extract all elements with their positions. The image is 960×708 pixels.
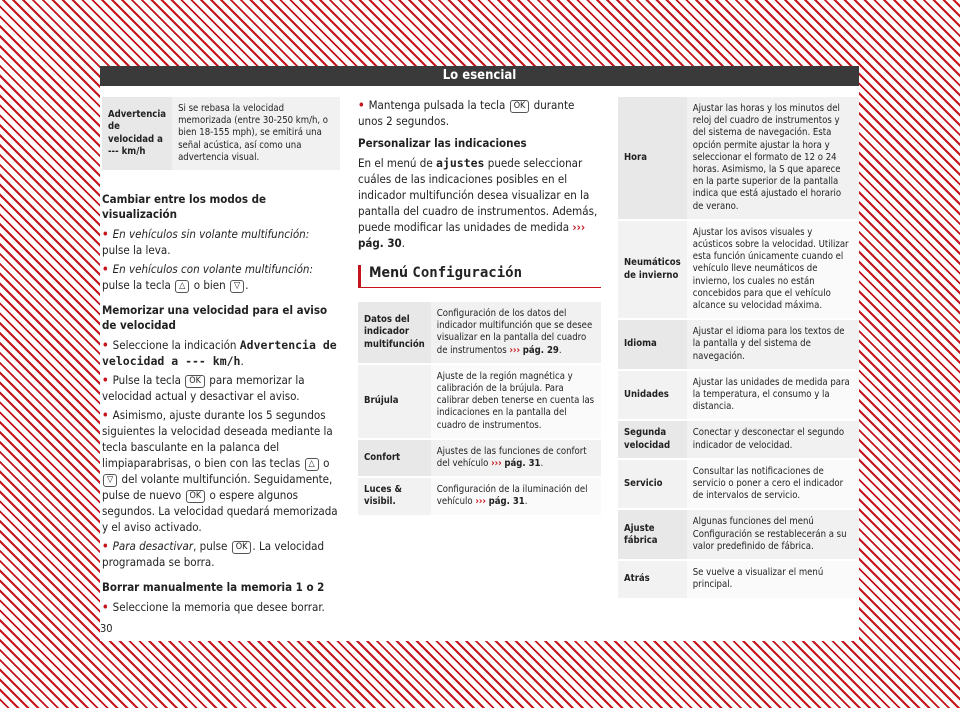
table-value: Ajuste de la región magnética y calibración de la brújula. Para calibrar deben tenerse en cuenta las indicaciones en la pantalla del cuadro de instrumentos.	[431, 364, 601, 439]
table-row	[358, 477, 601, 515]
reference-arrow-icon: ›››	[509, 344, 521, 356]
ok-key-icon: OK	[510, 100, 530, 113]
table-key: Confort	[358, 439, 431, 477]
list-item: • En vehículos con volante multifunción: pulse la tecla △ o bien ▽ .	[102, 262, 313, 293]
table-value: Ajustar las unidades de medida para la temperatura, el consumo y la distancia.	[687, 370, 859, 421]
table-row	[358, 302, 601, 364]
table-key: Segunda velocidad	[618, 420, 687, 458]
bullet-icon: •	[102, 338, 109, 353]
table-key: Neumáticos de invierno	[618, 220, 687, 319]
list-item: • Pulse la tecla OK para memorizar la velocidad actual y desactivar el aviso.	[102, 373, 305, 404]
list-item: • Seleccione la indicación Advertencia de velocidad a --- km/h.	[102, 338, 337, 369]
list-item: • Mantenga pulsada la tecla OK durante unos 2 segundos.	[358, 98, 575, 128]
table-key: Ajuste fábrica	[618, 509, 687, 560]
table-value: Configuración de los datos del indicador multifunción que se desee visualizar en la pantalla del cuadro de instrumentos ››› pág. 29.	[431, 302, 601, 364]
table-row	[618, 220, 859, 319]
bullet-icon: •	[102, 227, 109, 242]
table-value: Ajustar los avisos visuales y acústicos sobre la velocidad. Utilizar esta función únicamente cuando el vehículo lleve neumáticos de invierno, los cuales no están concebidos para que el vehículo alcance su velocidad máxima.	[687, 220, 859, 319]
reference-arrow-icon: ›››	[475, 496, 486, 508]
table-key: Advertencia de velocidad a --- km/h	[102, 97, 172, 171]
list-item: • Seleccione la memoria que desee borrar.	[102, 600, 325, 615]
down-key-icon: ▽	[230, 280, 244, 293]
bullet-icon: •	[102, 373, 109, 388]
table-key: Unidades	[618, 370, 687, 421]
ok-key-icon: OK	[232, 541, 252, 554]
table-row	[358, 439, 601, 477]
bullet-icon: •	[102, 600, 109, 615]
list-item: • Asimismo, ajuste durante los 5 segundos siguientes la velocidad deseada mediante la tecla basculante en la palanca del limpiaparabrisas, o bien con las teclas △ o ▽ del volante multifunción. Seguidamente, pulse de nuevo OK o espere algunos segundos. La velocidad quedará memorizada y el aviso activado.	[102, 408, 338, 535]
left-column	[102, 97, 340, 618]
page-number: 30	[100, 622, 113, 635]
table-row	[618, 459, 859, 510]
list-item: • Para desactivar, pulse OK . La velocidad programada se borra.	[102, 539, 325, 570]
paragraph: En el menú de ajustes puede seleccionar cuáles de las indicaciones posibles en el indicador multifunción desea visualizar en la pantalla del cuadro de instrumentos. Además, puede modificar las unidades de medida ››› pág. 30.	[358, 156, 598, 250]
bullet-icon: •	[102, 539, 109, 554]
table-key: Brújula	[358, 364, 431, 439]
speed-warning-table	[102, 97, 340, 172]
table-value: Se vuelve a visualizar el menú principal.	[687, 560, 859, 598]
table-value: Consultar las notificaciones de servicio o poner a cero el indicador de intervalos de servicio.	[687, 459, 859, 510]
menu-title: Menú Configuración	[358, 265, 601, 288]
ok-key-icon: OK	[186, 490, 206, 503]
reference-arrow-icon: ›››	[491, 458, 502, 470]
bullet-icon: •	[102, 408, 109, 423]
table-key: Servicio	[618, 459, 687, 510]
table-value: Conectar y desconectar el segundo indicador de velocidad.	[687, 420, 859, 458]
bullet-icon: •	[102, 262, 109, 277]
table-value: Algunas funciones del menú Configuración se restablecerán a su valor predefinido de fábrica.	[687, 509, 859, 560]
table-value: Ajustar las horas y los minutos del reloj del cuadro de instrumentos y del sistema de navegación. Esta opción permite ajustar la hora y seleccionar el formato de 12 o 24 horas. Asimismo, la S que aparece en la parte superior de la pantalla indica que está ajustado el horario de verano.	[687, 97, 859, 220]
table-row	[358, 364, 601, 439]
down-key-icon: ▽	[103, 474, 117, 487]
reference-arrow-icon: ›››	[572, 220, 586, 234]
table-row	[618, 370, 859, 421]
settings-menu-table	[358, 302, 601, 517]
table-key: Atrás	[618, 560, 687, 598]
table-value: Si se rebasa la velocidad memorizada (entre 30-250 km/h, o bien 18-155 mph), se emitirá una señal acústica, así como una advertencia visual.	[172, 97, 340, 171]
bullet-icon: •	[358, 98, 365, 112]
page-header: Lo esencial	[100, 66, 859, 86]
up-key-icon: △	[305, 458, 319, 471]
table-key: Idioma	[618, 319, 687, 370]
ok-key-icon: OK	[185, 375, 205, 388]
section-title: Personalizar las indicaciones	[358, 136, 527, 150]
table-value: Ajustes de las funciones de confort del vehículo ››› pág. 31.	[431, 439, 601, 477]
table-key: Luces & visibil.	[358, 477, 431, 515]
section-title: Cambiar entre los modos de visualización	[102, 192, 267, 222]
table-row	[618, 560, 859, 598]
up-key-icon: △	[175, 280, 189, 293]
table-row	[618, 97, 859, 220]
settings-menu-table-continued	[618, 97, 859, 600]
section-title: Borrar manualmente la memoria 1 o 2	[102, 580, 325, 595]
table-key: Datos del indicador multifunción	[358, 302, 431, 364]
table-key: Hora	[618, 97, 687, 220]
middle-column	[358, 97, 601, 517]
table-row	[618, 420, 859, 458]
table-row	[618, 319, 859, 370]
table-value: Ajustar el idioma para los textos de la pantalla y del sistema de navegación.	[687, 319, 859, 370]
table-row	[102, 97, 340, 171]
table-value: Configuración de la iluminación del vehículo ››› pág. 31.	[431, 477, 601, 515]
section-title: Memorizar una velocidad para el aviso de velocidad	[102, 303, 328, 333]
right-column	[618, 97, 859, 600]
table-row	[618, 509, 859, 560]
list-item: • En vehículos sin volante multifunción: pulse la leva.	[102, 227, 310, 258]
